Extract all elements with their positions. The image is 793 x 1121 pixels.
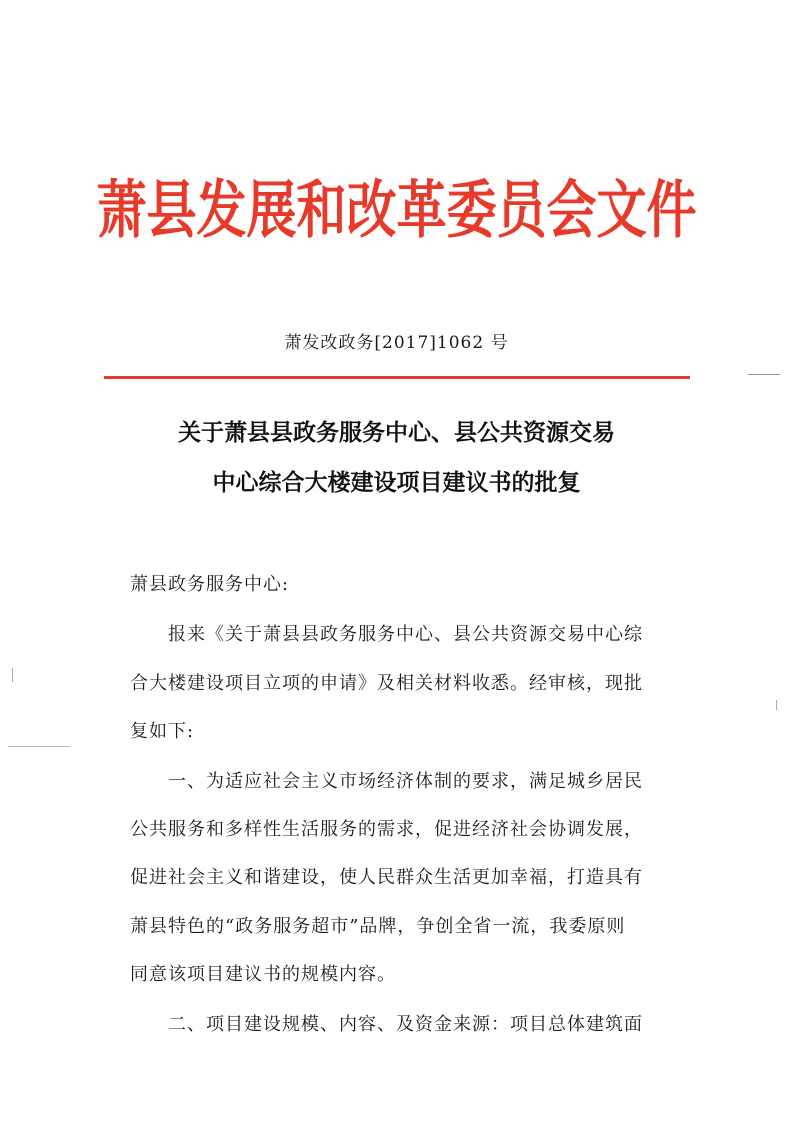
body-line: 一、为适应社会主义市场经济体制的要求，满足城乡居民 <box>168 771 643 792</box>
body-line: 促进社会主义和谐建设，使人民群众生活更加幸福，打造具有 <box>130 867 643 888</box>
scan-mark-right-top <box>748 374 780 375</box>
body-line: 复如下: <box>130 721 195 742</box>
body-line: 二、项目建设规模、内容、及资金来源：项目总体建筑面 <box>168 1014 643 1035</box>
body-line: 公共服务和多样性生活服务的需求，促进经济社会协调发展， <box>130 819 643 840</box>
document-title-line-1: 关于萧县县政务服务中心、县公共资源交易 <box>178 420 615 446</box>
body-line: 同意该项目建议书的规模内容。 <box>130 964 396 985</box>
document-number: 萧发改政务[2017]1062 号 <box>284 333 509 353</box>
red-separator-line <box>104 376 690 379</box>
body-line: 报来《关于萧县县政务服务中心、县公共资源交易中心综 <box>168 624 643 645</box>
scan-mark-left-mid <box>8 746 70 747</box>
scan-tick-right <box>776 700 777 710</box>
document-header: 萧县发展和改革委员会文件 <box>96 172 697 247</box>
document-title-line-2: 中心综合大楼建设项目建议书的批复 <box>212 470 581 496</box>
addressee: 萧县政务服务中心: <box>130 574 290 595</box>
body-line: 合大楼建设项目立项的申请》及相关材料收悉。经审核，现批 <box>130 673 643 694</box>
scan-tick-left <box>12 668 13 682</box>
body-line: 萧县特色的“政务服务超市”品牌，争创全省一流，我委原则 <box>130 916 626 937</box>
